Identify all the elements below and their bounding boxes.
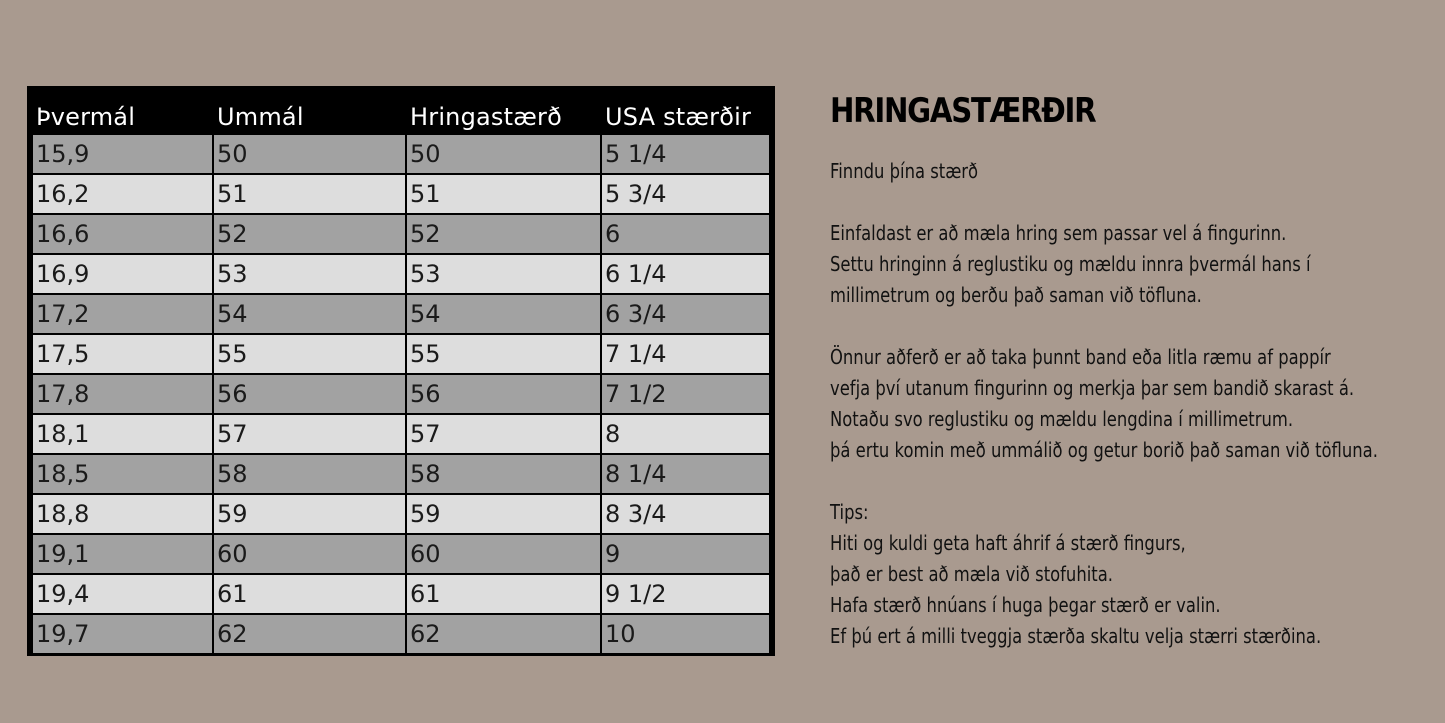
cell-ring-size: 52 — [406, 214, 601, 254]
cell-ring-size: 57 — [406, 414, 601, 454]
table-row — [33, 534, 769, 574]
cell-ring-size: 59 — [406, 494, 601, 534]
cell-usa-size: 6 — [601, 214, 769, 254]
table-header-row — [33, 92, 769, 134]
header-usa-size: USA stærðir — [601, 92, 769, 134]
table-row — [33, 294, 769, 334]
cell-circumference: 55 — [213, 334, 406, 374]
table-row — [33, 334, 769, 374]
cell-diameter: 19,1 — [33, 534, 213, 574]
tip-line: það er best að mæla við stofuhita. — [830, 562, 1113, 586]
subtitle: Finndu þína stærð — [830, 159, 979, 183]
cell-usa-size: 8 3/4 — [601, 494, 769, 534]
paragraph-line: millimetrum og berðu það saman við töfluna. — [830, 283, 1202, 307]
paragraph-line: Notaðu svo reglustiku og mældu lengdina í millimetrum. — [830, 407, 1294, 431]
header-circumference: Ummál — [213, 92, 406, 134]
table-row — [33, 174, 769, 214]
paragraph-line: vefja því utanum fingurinn og merkja þar sem bandið skarast á. — [830, 376, 1355, 400]
tip-line: Hafa stærð hnúans í huga þegar stærð er valin. — [830, 593, 1221, 617]
paragraph-line: Settu hringinn á reglustiku og mældu innra þvermál hans í — [830, 252, 1311, 276]
cell-circumference: 61 — [213, 574, 406, 614]
cell-circumference: 60 — [213, 534, 406, 574]
tip-line: Ef þú ert á milli tveggja stærða skaltu velja stærri stærðina. — [830, 624, 1322, 648]
cell-ring-size: 55 — [406, 334, 601, 374]
table-row — [33, 254, 769, 294]
tips-section — [830, 497, 1430, 652]
cell-usa-size: 10 — [601, 614, 769, 653]
paragraph-measure-finger — [830, 342, 1430, 466]
cell-circumference: 53 — [213, 254, 406, 294]
paragraph-line: Einfaldast er að mæla hring sem passar vel á fingurinn. — [830, 221, 1287, 245]
table-body — [33, 134, 769, 653]
cell-usa-size: 8 1/4 — [601, 454, 769, 494]
cell-circumference: 62 — [213, 614, 406, 653]
cell-ring-size: 54 — [406, 294, 601, 334]
cell-ring-size: 62 — [406, 614, 601, 653]
cell-diameter: 19,7 — [33, 614, 213, 653]
cell-diameter: 17,2 — [33, 294, 213, 334]
cell-usa-size: 5 3/4 — [601, 174, 769, 214]
tip-line: Hiti og kuldi geta haft áhrif á stærð fingurs, — [830, 531, 1186, 555]
cell-usa-size: 9 1/2 — [601, 574, 769, 614]
info-panel — [830, 86, 1430, 652]
cell-diameter: 18,5 — [33, 454, 213, 494]
cell-ring-size: 51 — [406, 174, 601, 214]
cell-ring-size: 61 — [406, 574, 601, 614]
paragraph-line: þá ertu komin með ummálið og getur borið það saman við töfluna. — [830, 438, 1378, 462]
cell-circumference: 56 — [213, 374, 406, 414]
cell-ring-size: 60 — [406, 534, 601, 574]
cell-usa-size: 8 — [601, 414, 769, 454]
cell-diameter: 15,9 — [33, 134, 213, 174]
header-diameter: Þvermál — [36, 103, 136, 131]
table-row — [33, 454, 769, 494]
cell-diameter: 18,1 — [33, 414, 213, 454]
cell-usa-size: 7 1/2 — [601, 374, 769, 414]
table-row — [33, 214, 769, 254]
cell-ring-size: 58 — [406, 454, 601, 494]
table-row — [33, 574, 769, 614]
cell-diameter: 19,4 — [33, 574, 213, 614]
table-row — [33, 494, 769, 534]
cell-circumference: 59 — [213, 494, 406, 534]
cell-diameter: 16,9 — [33, 254, 213, 294]
cell-ring-size: 50 — [406, 134, 601, 174]
cell-circumference: 54 — [213, 294, 406, 334]
size-table-frame — [27, 86, 775, 656]
cell-diameter: 18,8 — [33, 494, 213, 534]
table-row — [33, 614, 769, 653]
page-title: HRINGASTÆRÐIR — [830, 91, 1096, 131]
cell-circumference: 52 — [213, 214, 406, 254]
cell-diameter: 17,5 — [33, 334, 213, 374]
paragraph-measure-ring — [830, 218, 1430, 311]
table-row — [33, 374, 769, 414]
cell-ring-size: 56 — [406, 374, 601, 414]
cell-usa-size: 9 — [601, 534, 769, 574]
cell-usa-size: 6 3/4 — [601, 294, 769, 334]
cell-circumference: 50 — [213, 134, 406, 174]
table-row — [33, 414, 769, 454]
header-ring-size: Hringastærð — [406, 92, 601, 134]
paragraph-line: Önnur aðferð er að taka þunnt band eða litla ræmu af pappír — [830, 345, 1331, 369]
cell-usa-size: 5 1/4 — [601, 134, 769, 174]
cell-circumference: 51 — [213, 174, 406, 214]
table-row — [33, 134, 769, 174]
cell-circumference: 58 — [213, 454, 406, 494]
ring-size-table — [33, 92, 769, 653]
cell-usa-size: 7 1/4 — [601, 334, 769, 374]
cell-ring-size: 53 — [406, 254, 601, 294]
cell-circumference: 57 — [213, 414, 406, 454]
cell-diameter: 17,8 — [33, 374, 213, 414]
cell-diameter: 16,2 — [33, 174, 213, 214]
tips-heading: Tips: — [830, 500, 869, 524]
cell-diameter: 16,6 — [33, 214, 213, 254]
cell-usa-size: 6 1/4 — [601, 254, 769, 294]
